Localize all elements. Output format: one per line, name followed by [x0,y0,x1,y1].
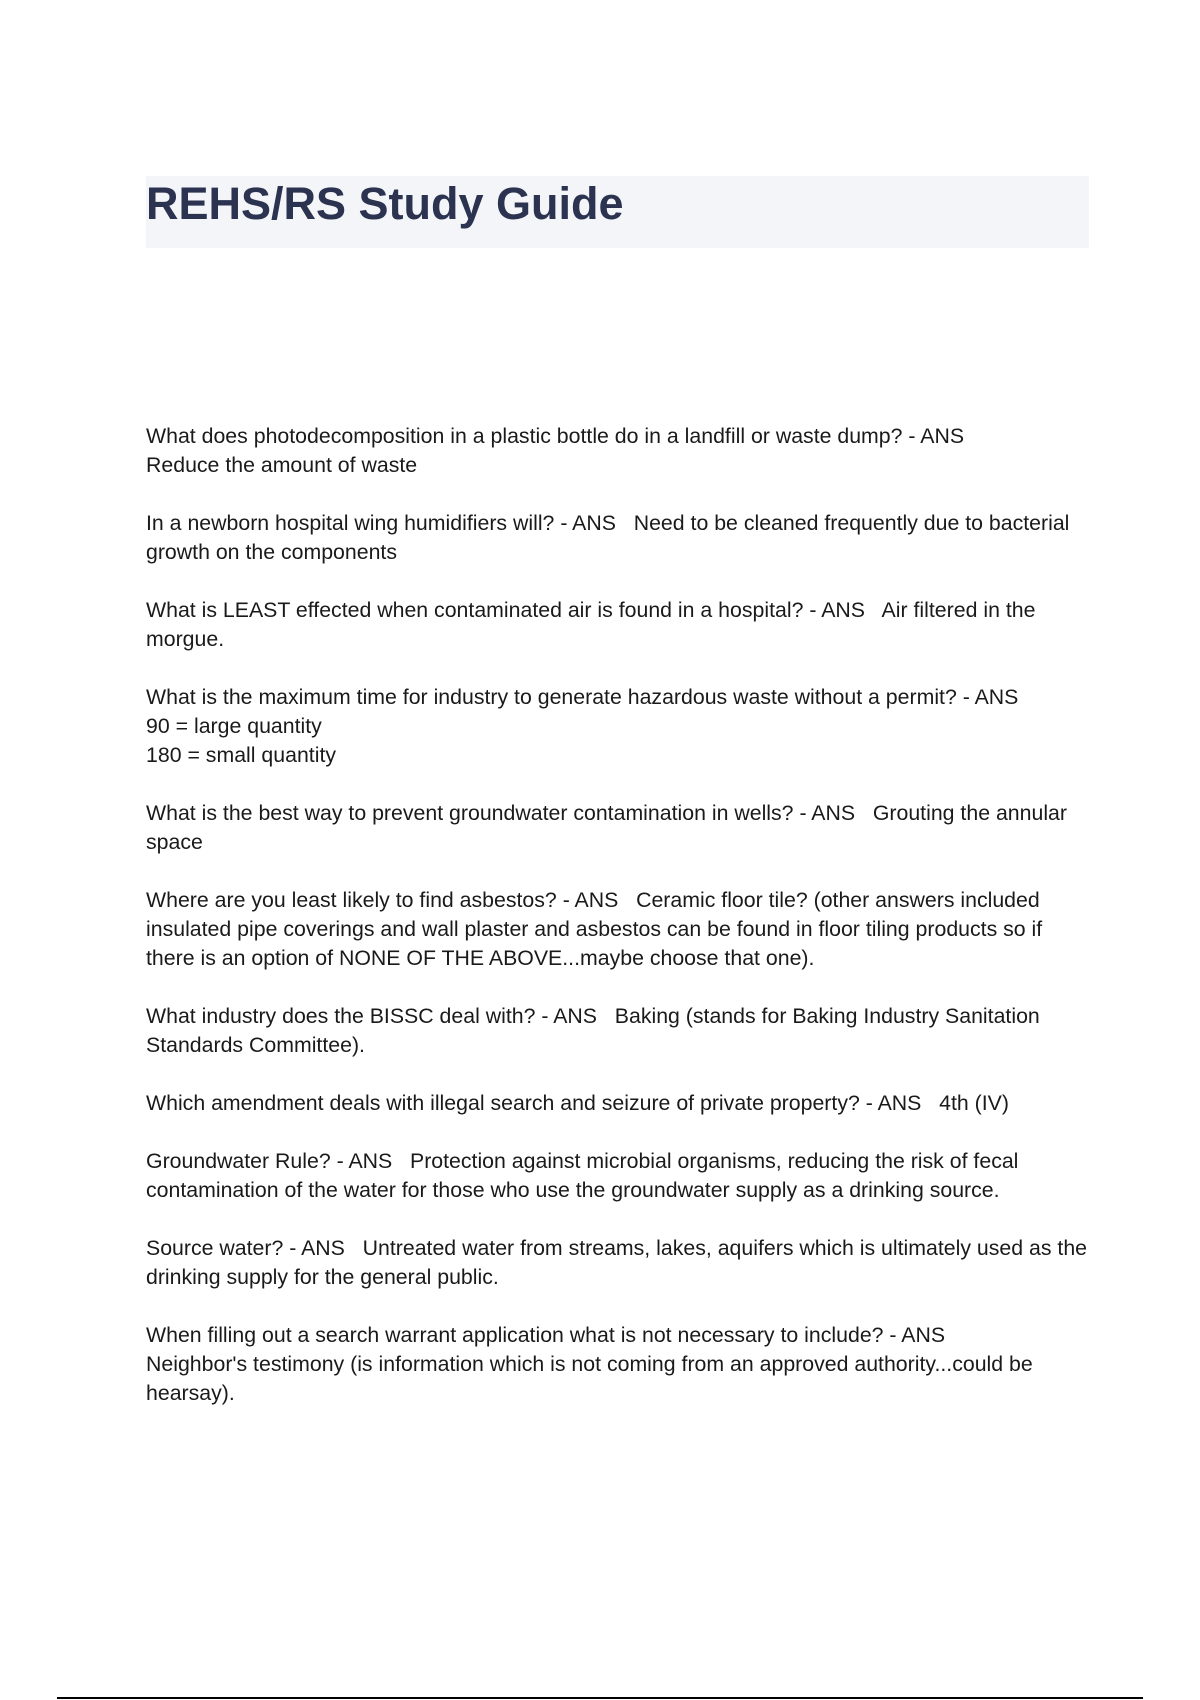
answer-line: 180 = small quantity [146,743,337,767]
answer-separator: - ANS [956,685,1019,709]
qa-item [146,1089,1094,1118]
answer-text: Reduce the amount of waste [146,453,418,477]
answer-separator: - ANS [535,1004,598,1028]
question-text: Source water? [146,1236,284,1260]
answer-text: Grouting the annular space [146,801,1073,854]
answer-text: Protection against microbial organisms, reducing the risk of fecal contamination of the water for those who use the groundwater supply as a drinking source. [146,1149,1025,1202]
answer-text: Ceramic floor tile? (other answers included insulated pipe coverings and wall plaster and asbestos can be found in floor tiling products so if there is an option of NONE OF THE ABOVE...maybe choose that one). [146,888,1049,970]
qa-item [146,1147,1094,1205]
answer-text: Neighbor's testimony (is information which is not coming from an approved authority...could be hearsay). [146,1352,1039,1405]
question-text: Where are you least likely to find asbestos? [146,888,557,912]
question-text: Groundwater Rule? [146,1149,331,1173]
qa-item [146,1321,1094,1408]
answer-line: 90 = large quantity [146,714,322,738]
answer-separator: - ANS [554,511,616,535]
qa-item [146,509,1094,567]
answer-separator: - ANS [283,1236,345,1260]
qa-item [146,1002,1094,1060]
qa-item [146,422,1094,480]
question-text: When filling out a search warrant application what is not necessary to include? [146,1323,884,1347]
answer-separator: - ANS [556,888,619,912]
question-text: What industry does the BISSC deal with? [146,1004,536,1028]
question-text: What is the best way to prevent groundwater contamination in wells? [146,801,794,825]
document-title: REHS/RS Study Guide [146,178,624,229]
question-text: What is LEAST effected when contaminated air is found in a hospital? [146,598,804,622]
qa-item [146,596,1094,654]
answer-text: Air filtered in the morgue. [146,598,1042,651]
qa-item [146,886,1094,973]
qa-item [146,683,1094,770]
answer-text: Baking (stands for Baking Industry Sanitation Standards Committee). [146,1004,1046,1057]
qa-item [146,1234,1094,1292]
question-text: What does photodecomposition in a plastic bottle do in a landfill or waste dump? [146,424,903,448]
answer-separator: - ANS [859,1091,922,1115]
question-text: Which amendment deals with illegal search and seizure of private property? [146,1091,860,1115]
answer-text: 4th (IV) [921,1091,1009,1115]
answer-separator: - ANS [902,424,965,448]
qa-item [146,799,1094,857]
answer-text: Need to be cleaned frequently due to bacterial growth on the components [146,511,1076,564]
answer-text: Untreated water from streams, lakes, aquifers which is ultimately used as the drinking supply for the general public. [146,1236,1093,1289]
page-bottom-rule [57,1697,1143,1699]
qa-list [146,422,1094,1437]
question-text: What is the maximum time for industry to generate hazardous waste without a permit? [146,685,957,709]
answer-separator: - ANS [793,801,856,825]
answer-separator: - ANS [330,1149,393,1173]
question-text: In a newborn hospital wing humidifiers will? [146,511,555,535]
answer-separator: - ANS [803,598,865,622]
answer-separator: - ANS [883,1323,946,1347]
